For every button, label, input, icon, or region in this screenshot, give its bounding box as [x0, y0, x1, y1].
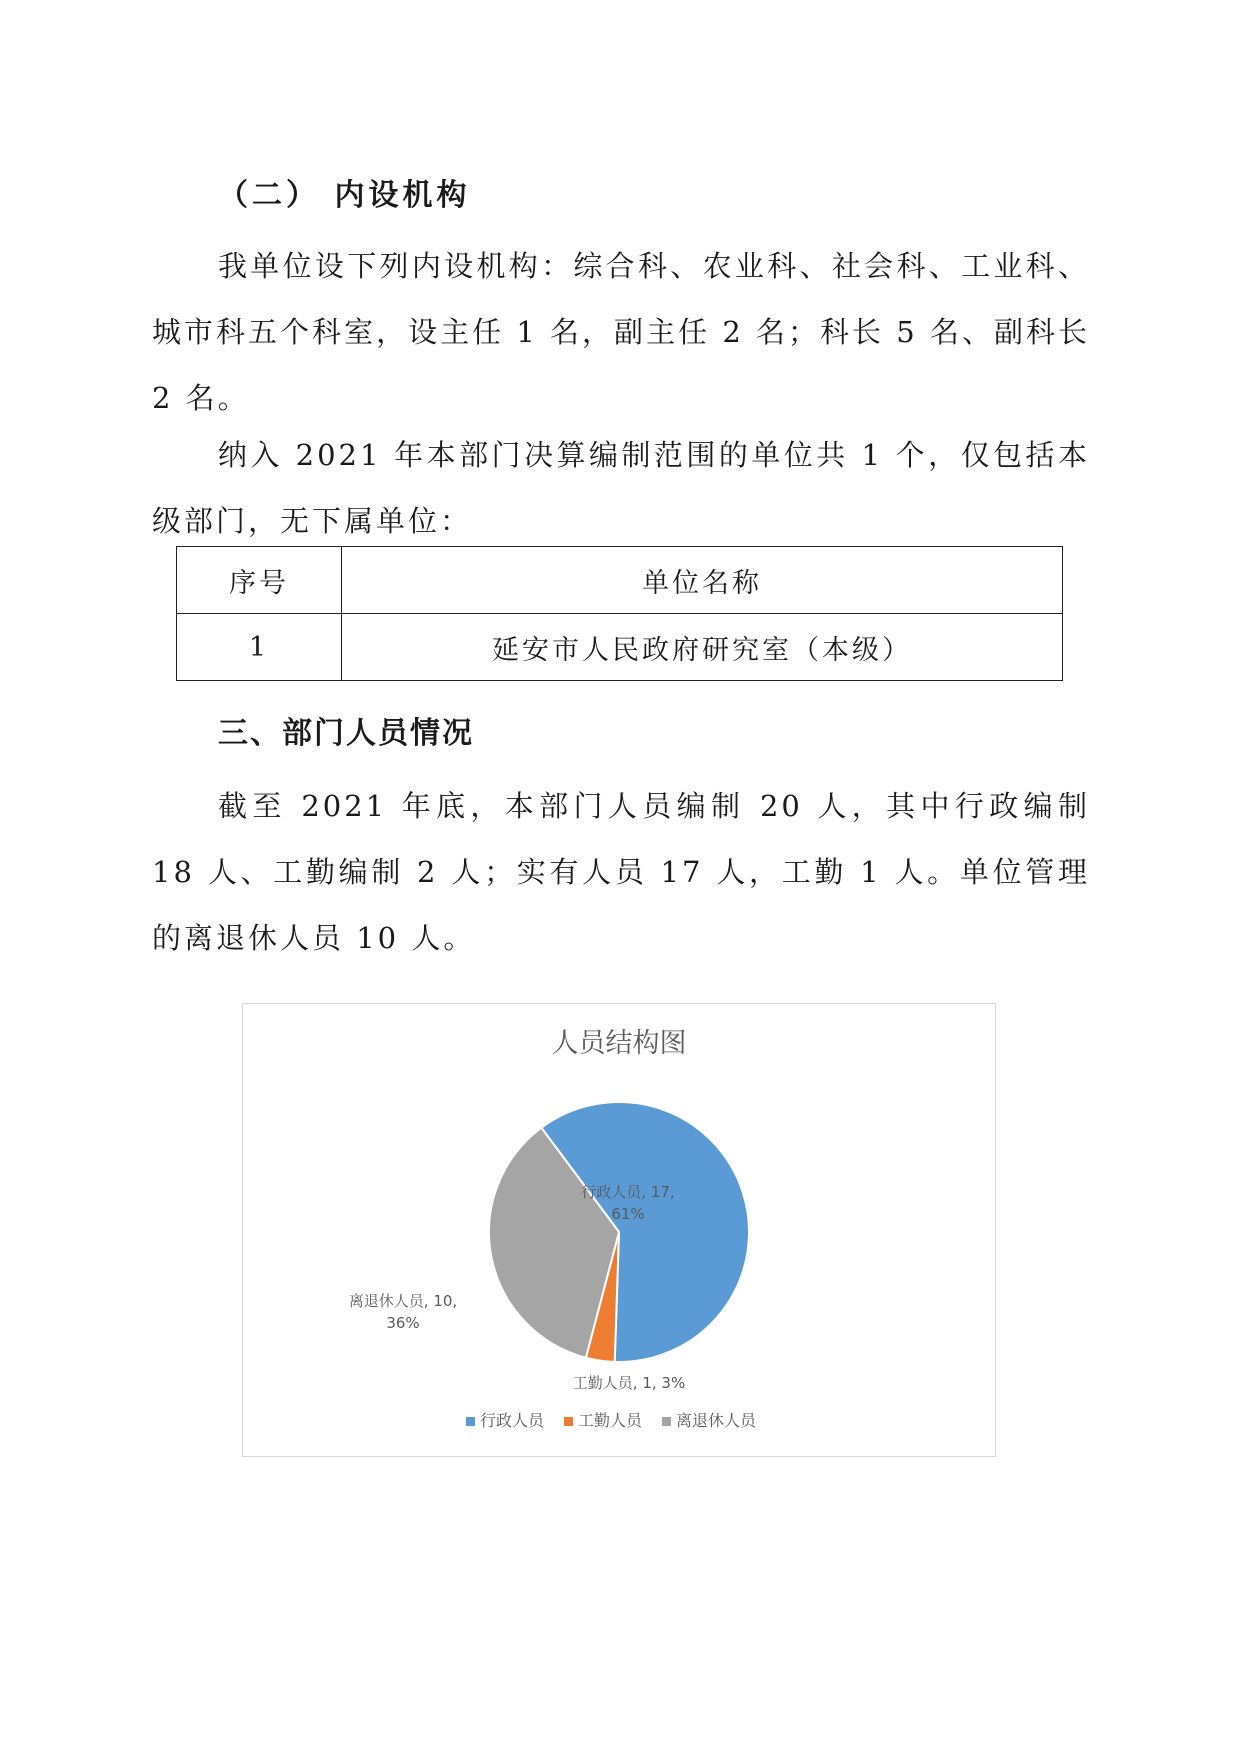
chart-legend [466, 1411, 757, 1430]
section-heading-internal-departments: （二） 内设机构 [218, 178, 471, 213]
data-label-retired-line2: 36% [386, 1314, 420, 1332]
legend-label-admin: 行政人员 [480, 1411, 545, 1430]
data-label-admin-line2: 61% [611, 1205, 645, 1223]
data-label-logistics: 工勤人员, 1, 3% [572, 1374, 686, 1392]
legend-label-logistics: 工勤人员 [578, 1411, 643, 1430]
section-heading-staff: 三、部门人员情况 [218, 716, 474, 751]
unit-table [176, 546, 1063, 681]
table-cell-index: 1 [177, 614, 342, 681]
legend-swatch-logistics [564, 1417, 573, 1426]
table-row [177, 614, 1063, 681]
legend-swatch-admin [466, 1417, 475, 1426]
data-label-retired-line1: 离退休人员, 10, [348, 1292, 458, 1310]
table-header-index: 序号 [177, 547, 342, 614]
paragraph-budget-scope: 纳入 2021 年本部门决算编制范围的单位共 1 个，仅包括本级部门，无下属单位： [152, 438, 1090, 538]
data-label-admin-line1: 行政人员, 17, [581, 1183, 675, 1201]
table-cell-unit-name: 延安市人民政府研究室（本级） [342, 614, 1063, 681]
legend-label-retired: 离退休人员 [676, 1411, 757, 1430]
pie-slices [489, 1102, 749, 1362]
table-header-unit-name: 单位名称 [342, 547, 1063, 614]
legend-swatch-retired [662, 1417, 671, 1426]
table-header-row [177, 547, 1063, 614]
chart-title: 人员结构图 [551, 1028, 687, 1059]
paragraph-staff: 截至 2021 年底，本部门人员编制 20 人，其中行政编制 18 人、工勤编制 2 人；实有人员 17 人，工勤 1 人。单位管理的离退休人员 10 人。 [152, 789, 1090, 955]
staff-structure-chart [242, 1003, 996, 1457]
pie-chart-svg [243, 1004, 995, 1456]
paragraph-internal-departments: 我单位设下列内设机构：综合科、农业科、社会科、工业科、城市科五个科室，设主任 1 名，副主任 2 名；科长 5 名、副科长 2 名。 [152, 249, 1090, 415]
